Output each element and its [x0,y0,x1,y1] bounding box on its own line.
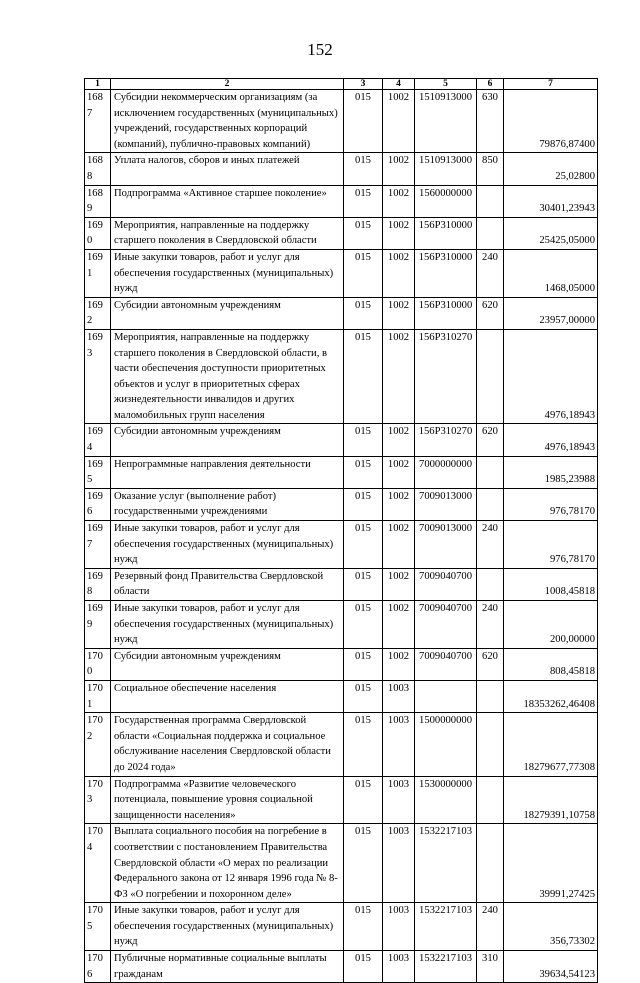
table-row [85,90,598,153]
target-article-code: 7000000000 [415,456,477,488]
column-header-1: 1 [85,79,111,90]
target-article-code: 1510913000 [415,153,477,185]
amount: 1985,23988 [504,456,598,488]
ministry-code: 015 [344,424,383,456]
row-number: 1699 [85,601,111,649]
section-code: 1002 [383,568,415,600]
target-article-code: 1560000000 [415,185,477,217]
ministry-code: 015 [344,776,383,824]
table-row [85,153,598,185]
ministry-code: 015 [344,648,383,680]
target-article-code: 1510913000 [415,90,477,153]
section-code: 1002 [383,329,415,424]
table-row [85,456,598,488]
ministry-code: 015 [344,903,383,951]
row-description: Подпрограмма «Активное старшее поколение» [111,185,344,217]
page-number: 152 [307,40,333,59]
table-row [85,249,598,297]
ministry-code: 015 [344,90,383,153]
row-number: 1687 [85,90,111,153]
table-row [85,648,598,680]
target-article-code: 1532217103 [415,951,477,983]
row-description: Субсидии автономным учреждениям [111,297,344,329]
ministry-code: 015 [344,217,383,249]
section-code: 1002 [383,90,415,153]
target-article-code: 1532217103 [415,824,477,903]
row-number: 1705 [85,903,111,951]
row-number: 1694 [85,424,111,456]
row-number: 1696 [85,488,111,520]
table-row [85,424,598,456]
ministry-code: 015 [344,568,383,600]
table-row [85,521,598,569]
amount: 18279391,10758 [504,776,598,824]
column-header-2: 2 [111,79,344,90]
row-number: 1695 [85,456,111,488]
table-row [85,903,598,951]
section-code: 1003 [383,680,415,712]
budget-table [84,78,598,983]
row-description: Оказание услуг (выполнение работ) государственными учреждениями [111,488,344,520]
table-body [85,90,598,983]
expense-type-code: 620 [477,648,504,680]
section-code: 1003 [383,713,415,776]
row-description: Мероприятия, направленные на поддержку старшего поколения в Свердловской области, в части обеспечения доступности приоритетных объектов и услуг в приоритетных сферах жизнедеятельности инвалидов и других маломобильных групп населения [111,329,344,424]
amount: 976,78170 [504,488,598,520]
amount: 18279677,77308 [504,713,598,776]
row-description: Мероприятия, направленные на поддержку старшего поколения в Свердловской области [111,217,344,249]
section-code: 1003 [383,903,415,951]
row-number: 1698 [85,568,111,600]
amount: 976,78170 [504,521,598,569]
ministry-code: 015 [344,824,383,903]
amount: 356,73302 [504,903,598,951]
section-code: 1002 [383,648,415,680]
target-article-code: 1500000000 [415,713,477,776]
amount: 79876,87400 [504,90,598,153]
expense-type-code: 630 [477,90,504,153]
row-description: Субсидии автономным учреждениям [111,648,344,680]
expense-type-code: 850 [477,153,504,185]
row-description: Иные закупки товаров, работ и услуг для обеспечения государственных (муниципальных) нужд [111,249,344,297]
section-code: 1002 [383,217,415,249]
column-header-5: 5 [415,79,477,90]
table-row [85,713,598,776]
section-code: 1002 [383,153,415,185]
amount: 39634,54123 [504,951,598,983]
expense-type-code [477,713,504,776]
expense-type-code [477,680,504,712]
row-number: 1703 [85,776,111,824]
expense-type-code [477,776,504,824]
amount: 25425,05000 [504,217,598,249]
ministry-code: 015 [344,185,383,217]
row-description: Подпрограмма «Развитие человеческого потенциала, повышение уровня социальной защищенности населения» [111,776,344,824]
header-row [85,79,598,90]
row-description: Непрограммные направления деятельности [111,456,344,488]
amount: 25,02800 [504,153,598,185]
target-article-code: 7009040700 [415,648,477,680]
expense-type-code [477,329,504,424]
section-code: 1003 [383,824,415,903]
row-description: Резервный фонд Правительства Свердловской области [111,568,344,600]
target-article-code [415,680,477,712]
table-header [85,79,598,90]
amount: 39991,27425 [504,824,598,903]
column-header-6: 6 [477,79,504,90]
column-header-7: 7 [504,79,598,90]
amount: 4976,18943 [504,424,598,456]
ministry-code: 015 [344,249,383,297]
ministry-code: 015 [344,329,383,424]
expense-type-code [477,824,504,903]
row-description: Субсидии автономным учреждениям [111,424,344,456]
target-article-code: 1530000000 [415,776,477,824]
expense-type-code: 620 [477,424,504,456]
amount: 200,00000 [504,601,598,649]
row-description: Публичные нормативные социальные выплаты гражданам [111,951,344,983]
row-number: 1688 [85,153,111,185]
expense-type-code: 240 [477,521,504,569]
section-code: 1002 [383,297,415,329]
target-article-code: 156P310000 [415,249,477,297]
row-description: Иные закупки товаров, работ и услуг для обеспечения государственных (муниципальных) нужд [111,903,344,951]
column-header-3: 3 [344,79,383,90]
row-description: Социальное обеспечение населения [111,680,344,712]
row-number: 1704 [85,824,111,903]
table-row [85,776,598,824]
expense-type-code: 240 [477,249,504,297]
expense-type-code [477,488,504,520]
ministry-code: 015 [344,713,383,776]
ministry-code: 015 [344,488,383,520]
expense-type-code [477,217,504,249]
target-article-code: 7009013000 [415,521,477,569]
column-header-4: 4 [383,79,415,90]
table-row [85,297,598,329]
row-number: 1691 [85,249,111,297]
ministry-code: 015 [344,680,383,712]
row-description: Субсидии некоммерческим организациям (за исключением государственных (муниципальных) учреждений, государственных корпораций (компаний), публично-правовых компаний) [111,90,344,153]
row-number: 1700 [85,648,111,680]
expense-type-code: 240 [477,601,504,649]
section-code: 1003 [383,951,415,983]
row-number: 1693 [85,329,111,424]
amount: 23957,00000 [504,297,598,329]
target-article-code: 7009040700 [415,568,477,600]
expense-type-code [477,568,504,600]
target-article-code: 156P310270 [415,424,477,456]
amount: 30401,23943 [504,185,598,217]
section-code: 1002 [383,521,415,569]
ministry-code: 015 [344,601,383,649]
target-article-code: 7009013000 [415,488,477,520]
ministry-code: 015 [344,297,383,329]
row-number: 1690 [85,217,111,249]
ministry-code: 015 [344,951,383,983]
row-number: 1697 [85,521,111,569]
section-code: 1002 [383,456,415,488]
table-row [85,824,598,903]
table-row [85,185,598,217]
ministry-code: 015 [344,456,383,488]
target-article-code: 1532217103 [415,903,477,951]
section-code: 1002 [383,601,415,649]
target-article-code: 156P310270 [415,329,477,424]
expense-type-code: 620 [477,297,504,329]
table-row [85,680,598,712]
section-code: 1002 [383,424,415,456]
row-description: Иные закупки товаров, работ и услуг для обеспечения государственных (муниципальных) нужд [111,521,344,569]
section-code: 1002 [383,249,415,297]
target-article-code: 156P310000 [415,217,477,249]
amount: 18353262,46408 [504,680,598,712]
row-description: Выплата социального пособия на погребение в соответствии с постановлением Правительства Свердловской области «О мерах по реализации Федерального закона от 12 января 1996 года № 8-ФЗ «О погребении и похоронном деле» [111,824,344,903]
section-code: 1003 [383,776,415,824]
table-row [85,601,598,649]
row-number: 1702 [85,713,111,776]
target-article-code: 7009040700 [415,601,477,649]
amount: 4976,18943 [504,329,598,424]
row-description: Иные закупки товаров, работ и услуг для обеспечения государственных (муниципальных) нужд [111,601,344,649]
amount: 1468,05000 [504,249,598,297]
amount: 808,45818 [504,648,598,680]
row-description: Государственная программа Свердловской области «Социальная поддержка и социальное обслуживание населения Свердловской области до 2024 года» [111,713,344,776]
expense-type-code [477,185,504,217]
row-number: 1706 [85,951,111,983]
table-row [85,568,598,600]
row-number: 1689 [85,185,111,217]
expense-type-code: 310 [477,951,504,983]
ministry-code: 015 [344,153,383,185]
ministry-code: 015 [344,521,383,569]
table-row [85,329,598,424]
target-article-code: 156P310000 [415,297,477,329]
row-number: 1692 [85,297,111,329]
table-row [85,488,598,520]
expense-type-code: 240 [477,903,504,951]
table-row [85,217,598,249]
expense-type-code [477,456,504,488]
row-description: Уплата налогов, сборов и иных платежей [111,153,344,185]
amount: 1008,45818 [504,568,598,600]
section-code: 1002 [383,185,415,217]
row-number: 1701 [85,680,111,712]
section-code: 1002 [383,488,415,520]
table-row [85,951,598,983]
